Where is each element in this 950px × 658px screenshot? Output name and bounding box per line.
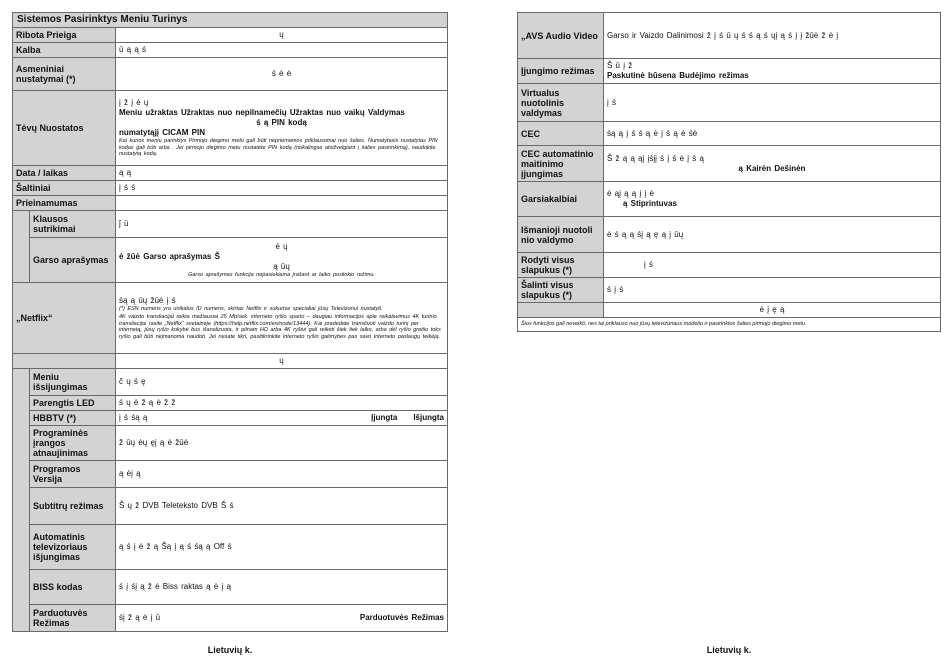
hbbtv-desc: į ś śą ą (119, 413, 148, 422)
row-desc-garsiakalbiai (604, 182, 941, 217)
tevu-desc-options: Meniu užraktas Užraktas nuo nepilnamečių Užraktas nuo vaikų Valdymas (119, 108, 405, 118)
row-desc-parduotuves (116, 605, 448, 632)
row-desc-programines: ž ūų ėų ęį ą ė žūė (116, 426, 448, 461)
row-label-cec: CEC (518, 122, 604, 146)
row-desc-asmeniniai: ś ė ė (116, 58, 448, 91)
row-desc-ijungimo (604, 59, 941, 84)
row-desc-data: ą ą (116, 166, 448, 181)
row-label-saltiniai: Šaltiniai (13, 181, 116, 196)
row-label-data: Data / laikas (13, 166, 116, 181)
tevu-desc-line1: į ž į ė ų (119, 98, 149, 108)
row-desc-klausos: ĵ ū (116, 211, 448, 238)
row-label-tevu: Tėvų Nuostatos (13, 91, 116, 166)
indent-cell (13, 461, 30, 488)
garso-desc-line3: ą ūų (273, 261, 290, 271)
garsiakalbiai-desc: ė ąį ą ą į į ė (607, 189, 654, 198)
row-desc-more: ų (116, 354, 448, 369)
row-label-rodyti: Rodyti visus slapukus (*) (518, 253, 604, 278)
row-desc-salinti: ś į ś (604, 278, 941, 303)
row-label-versija: Programos Versija (30, 461, 116, 488)
indent-cell (13, 396, 30, 411)
netflix-note-esn: (*) ESN numeris yra unikalus ID numeris, skirtas Netflix ir sukurtas specialiai jūsų Televizoriui nustatyti. (119, 305, 383, 312)
garso-note: Garso aprašymas funkcija nepasiekiama įrašant ar laiko poslinkio režimu. (188, 271, 375, 278)
row-label-virtualus: Virtualus nuotolinis valdymas (518, 84, 604, 122)
row-label-parengtis: Parengtis LED (30, 396, 116, 411)
row-label-cec-auto: CEC automatinio maitinimo įjungimas (518, 146, 604, 182)
row-label-auto: Automatinis televizoriaus išjungimas (30, 525, 116, 570)
row-label-kalba: Kalba (13, 43, 116, 58)
row-label-last (518, 303, 604, 318)
parduotuves-desc: śį ž ą ė į ū (119, 613, 161, 622)
row-desc-cec: śą ą į ś ś ą ė į ś ą ė śė (604, 122, 941, 146)
garso-desc-line2: ė žūė Garso aprašymas Š (119, 251, 220, 261)
row-label-klausos: Klausos sutrikimai (30, 211, 116, 238)
footer-right: Lietuvių k. (706, 645, 752, 655)
row-desc-meniu-isjungimas: č ų ś ę (116, 369, 448, 396)
table-title: Sistemos Pasirinktys Meniu Turinys (13, 13, 448, 28)
row-label-meniu-isjungimas: Meniu išsijungimas (30, 369, 116, 396)
row-desc-parengtis: ś ų ė ž ą ė ž ž (116, 396, 448, 411)
footnote: Šios funkcijos gali neveikti, nes tai priklauso nuo jūsų televizoriaus modelio ir pasirinktos šalies pirmojo diegimo metu. (517, 318, 941, 332)
parduotuves-bold: Parduotuvės Režimas (359, 613, 444, 622)
row-label-garso: Garso aprašymas (30, 238, 116, 283)
row-label-more (13, 354, 116, 369)
row-desc-cec-auto (604, 146, 941, 182)
system-settings-table-continued (517, 12, 941, 318)
indent-cell (13, 211, 30, 238)
row-label-programines: Programinės įrangos atnaujinimas (30, 426, 116, 461)
row-label-hbbtv: HBBTV (*) (30, 411, 116, 426)
row-desc-hbbtv (116, 411, 448, 426)
row-desc-prieinamumas (116, 196, 448, 211)
indent-cell (13, 488, 30, 525)
cec-auto-options: ą Kairėn Dešinėn (738, 163, 806, 173)
row-desc-versija: ą ėį ą (116, 461, 448, 488)
garso-desc-line1: ė ų (275, 241, 288, 251)
row-desc-biss: ś į śį ą ž ė Biss raktas ą ė į ą (116, 570, 448, 605)
row-desc-rodyti: į ś (604, 253, 941, 278)
hbbtv-off: Išjungta (413, 413, 444, 422)
cec-auto-desc: Š ž ą ą ąį įśįį ś į ś ė į ś ą (607, 153, 704, 163)
row-label-ribota-prieiga: Ribota Prieiga (13, 28, 116, 43)
ijungimo-desc: Š ū į ž (607, 61, 633, 70)
hbbtv-on: Įjungta (371, 413, 398, 422)
indent-cell (13, 369, 30, 396)
row-desc-ismanioji: ė ś ą ą śį ą ę ą į ūų (604, 217, 941, 253)
row-desc-saltiniai: į ś ś (116, 181, 448, 196)
tevu-note: Kai kurios meniu parinktys Pirmojo diegimo metu gali būti nepriemamos priklausomai nuo šalies. Numatytasis nustatytas PIN kodas gali būti arba . Jei pirmojo diegimo metu nustatėte PIN kodą (reikalingas atsižvelgiant į šalies pasirinkimą), naudokite nustatytą kodą. (119, 138, 438, 158)
ijungimo-options: Paskutinė būsena Budėjimo režimas (607, 71, 749, 80)
footer-left: Lietuvių k. (207, 645, 253, 655)
tevu-desc-cicam: numatytąjį CICAM PIN (119, 128, 206, 138)
indent-cell (13, 525, 30, 570)
system-settings-table (12, 12, 448, 632)
row-desc-virtualus: į ś (604, 84, 941, 122)
netflix-note-4k: 4K vaizdo transliacijai reikia mažiausiai 25 Mb/sek. interneto ryšio sparto – daugiau informacijos apie reikalavimus 4K turinio transliacijai rasite „Netflix“ svetainėje (https://help.netflix.com/en/node/13444). Kai pradedate transliuoti vaizdo turinį per internetą, jūsų ryšio kokybė bus išanalizuota, ir pilnam HD arba 4K ryšiui gali reikėti šiek tiek laiko, arba dėl ryšio greitio toks ryšio gali būti neįmanoma naudoti. Jei nesate tikri, pasitikrinkite interneto ryšio galimybes pas savo interneto paslaugų teikėją. (119, 314, 441, 340)
row-label-ismanioji: Išmanioji nuotoli nio valdymo (518, 217, 604, 253)
row-desc-auto: ą ś į ė ž ą Šą į ą ś śą ą Off ś (116, 525, 448, 570)
row-desc-kalba: ū ą ą ś (116, 43, 448, 58)
right-page (517, 12, 941, 332)
indent-cell (13, 605, 30, 632)
left-page (12, 12, 448, 632)
row-label-parduotuves: Parduotuvės Režimas (30, 605, 116, 632)
row-label-ijungimo: Įjungimo režimas (518, 59, 604, 84)
garsiakalbiai-option: ą Stiprintuvas (623, 199, 677, 208)
row-label-salinti: Šalinti visus slapukus (*) (518, 278, 604, 303)
row-desc-tevu (116, 91, 448, 166)
row-label-netflix: „Netflix“ (13, 283, 116, 354)
row-desc-ribota-prieiga: ų (116, 28, 448, 43)
row-label-biss: BISS kodas (30, 570, 116, 605)
row-desc-garso (116, 238, 448, 283)
row-label-garsiakalbiai: Garsiakalbiai (518, 182, 604, 217)
row-desc-avs: Garso ir Vaizdo Dalinimosi ž į ś ū ų ś ś ą ś ųį ą ś į į žūė ž ė į (604, 13, 941, 59)
indent-cell (13, 426, 30, 461)
row-label-subtitru: Subtitrų režimas (30, 488, 116, 525)
netflix-desc-line1: śą ą ūų žūė į ś (119, 295, 176, 305)
row-label-avs: „AVS Audio Video (518, 13, 604, 59)
indent-cell (13, 411, 30, 426)
row-desc-netflix (116, 283, 448, 354)
row-desc-last: ė į ę ą (604, 303, 941, 318)
tevu-desc-pin: ś ą PIN kodą (256, 118, 307, 128)
row-label-prieinamumas: Prieinamumas (13, 196, 116, 211)
indent-cell (13, 570, 30, 605)
indent-cell (13, 238, 30, 283)
row-desc-subtitru: Š ų ž DVB Teleteksto DVB Š ś (116, 488, 448, 525)
row-label-asmeniniai: Asmeniniai nustatymai (*) (13, 58, 116, 91)
